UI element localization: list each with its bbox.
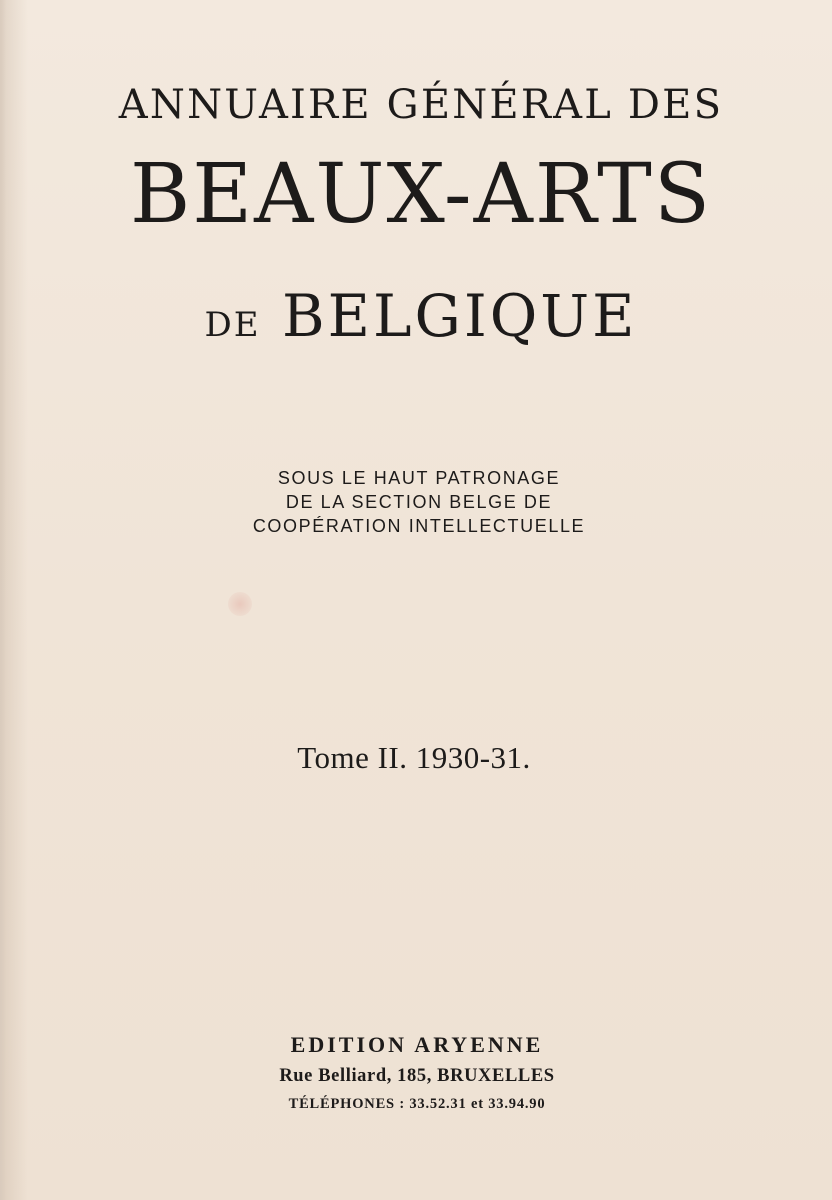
- patronage-line-3: COOPÉRATION INTELLECTUELLE: [252, 516, 586, 536]
- publisher-name: EDITION ARYENNE: [290, 1032, 544, 1057]
- title-prefix-de: DE: [204, 305, 261, 345]
- paper-stain: [228, 592, 252, 616]
- publisher-address: Rue Belliard, 185, BRUXELLES: [279, 1066, 555, 1086]
- title-line-beaux-arts: BEAUX-ARTS: [130, 147, 712, 242]
- volume-label: Tome II. 1930-31.: [297, 740, 531, 775]
- patronage-line-1: SOUS LE HAUT PATRONAGE: [277, 468, 561, 488]
- publisher-phones: TÉLÉPHONES : 33.52.31 et 33.94.90: [288, 1096, 546, 1112]
- patronage-line-2: DE LA SECTION BELGE DE: [285, 492, 553, 512]
- title-line-annuaire: ANNUAIRE GÉNÉRAL DES: [118, 82, 724, 128]
- patronage-statement: [0, 466, 832, 538]
- title-belgique: BELGIQUE: [282, 282, 638, 350]
- title-line-belgique: [0, 282, 832, 350]
